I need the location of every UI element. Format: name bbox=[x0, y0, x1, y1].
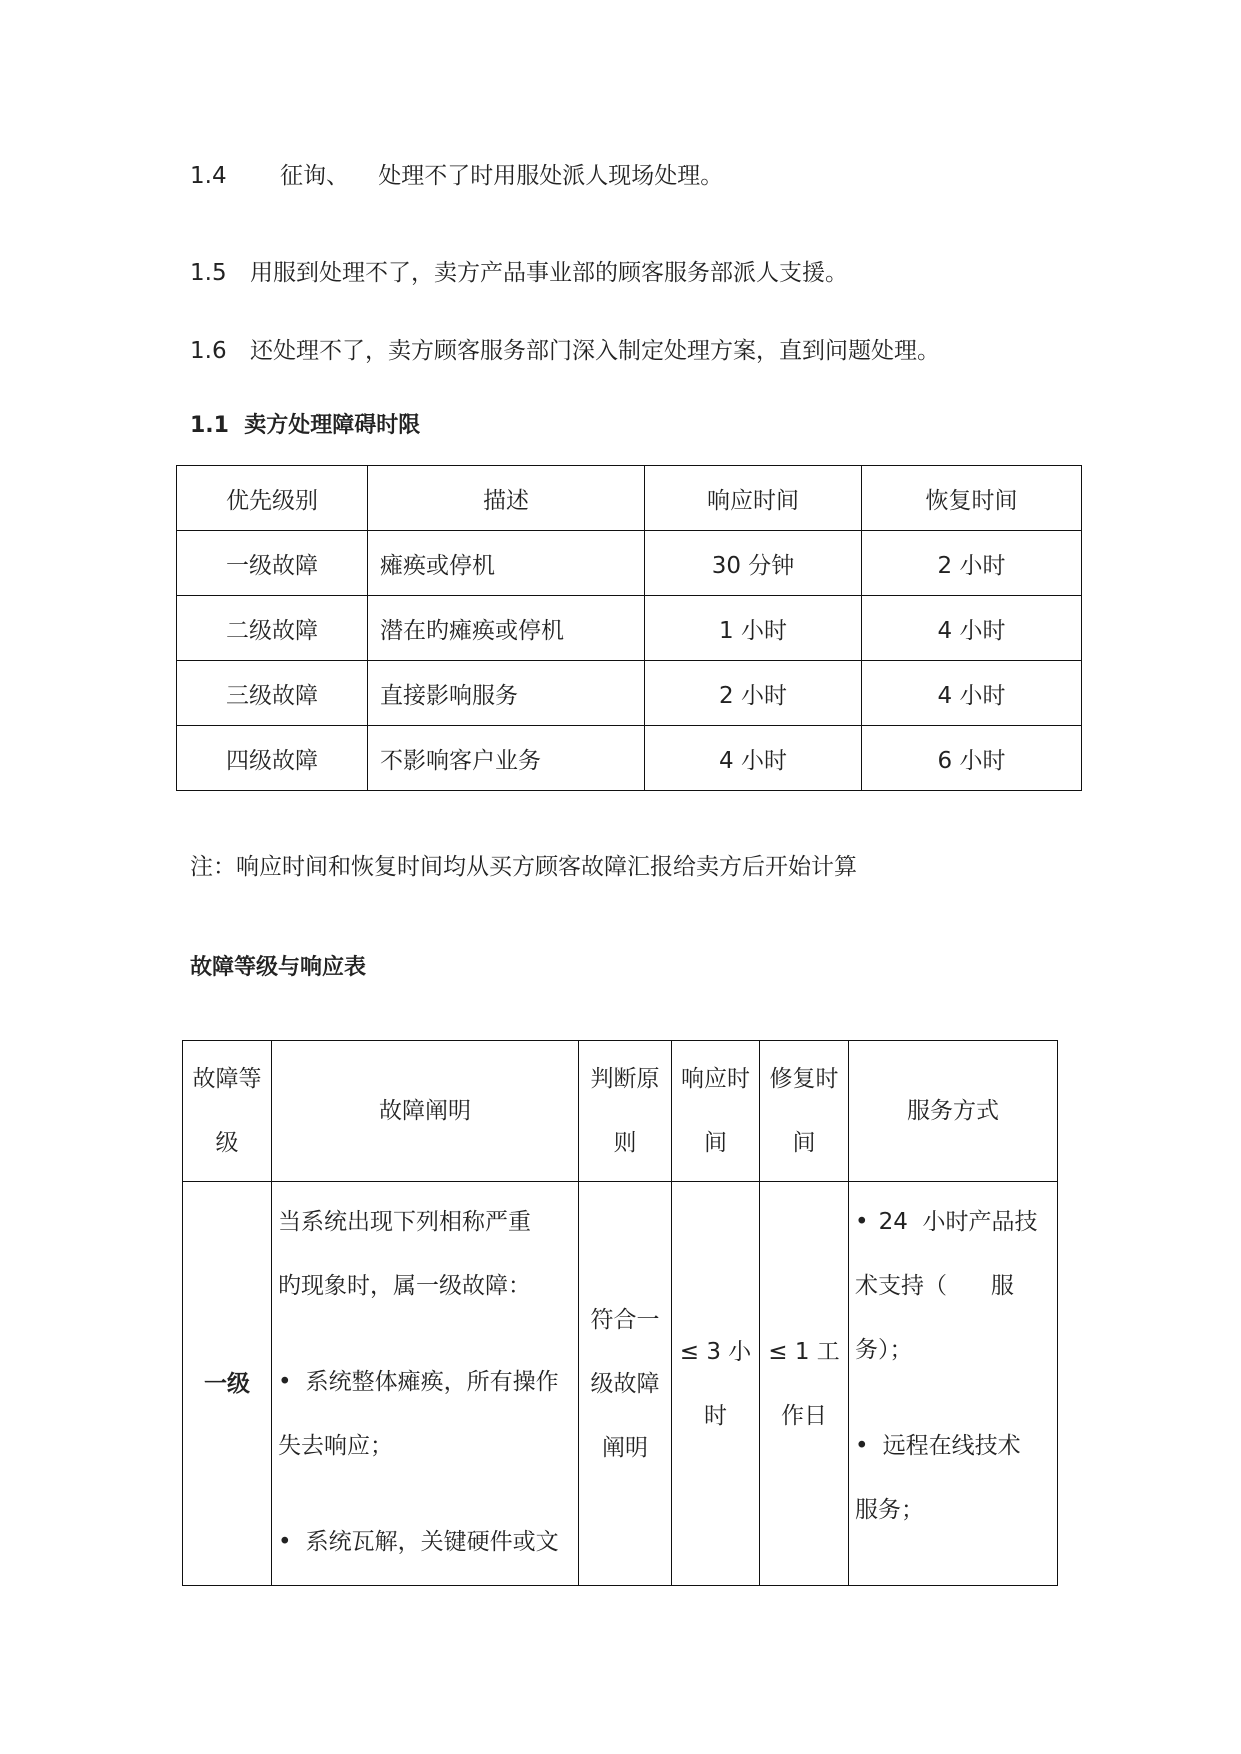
table-cell: 4 小时 bbox=[862, 661, 1082, 726]
bullet-item bbox=[278, 1350, 578, 1414]
header-line: 间 bbox=[704, 1130, 727, 1156]
header-line: 级 bbox=[215, 1130, 239, 1156]
table-cell: 一级故障 bbox=[177, 531, 368, 596]
bullet-text: 系统瓦解，关键硬件或文 bbox=[305, 1529, 559, 1555]
header-cell: 恢复时间 bbox=[862, 466, 1082, 531]
table-row bbox=[177, 596, 1082, 661]
table-cell: 三级故障 bbox=[177, 661, 368, 726]
header-cell: 描述 bbox=[368, 466, 645, 531]
table-note: 注：响应时间和恢复时间均从买方顾客故障汇报给卖方后开始计算 bbox=[190, 854, 857, 880]
table-cell: 直接影响服务 bbox=[368, 661, 645, 726]
table-row bbox=[183, 1182, 1058, 1586]
criteria-cell bbox=[579, 1182, 672, 1586]
table-cell: 6 小时 bbox=[862, 726, 1082, 791]
paragraph-1-5 bbox=[190, 254, 848, 287]
header-cell-repair bbox=[760, 1041, 849, 1182]
table-row bbox=[177, 661, 1082, 726]
table-cell: 1 小时 bbox=[645, 596, 862, 661]
bullet-text: 远程在线技术 bbox=[882, 1433, 1021, 1459]
bullet-item bbox=[855, 1414, 1057, 1478]
response-cell bbox=[672, 1182, 760, 1586]
cell-line: ≤ 3 小 bbox=[679, 1338, 752, 1365]
cell-line: 时 bbox=[704, 1402, 727, 1429]
header-line: 间 bbox=[792, 1130, 816, 1156]
paragraph-text: 用服到处理不了，卖方产品事业部的顾客服务部派人支援。 bbox=[250, 260, 848, 286]
paragraph-number: 1.4 bbox=[190, 163, 227, 189]
bullet-text: 系统整体瘫痪，所有操作 bbox=[305, 1369, 559, 1395]
paragraph-number: 1.5 bbox=[190, 260, 227, 286]
header-line: 判断原 bbox=[590, 1066, 660, 1092]
cell-line: 级故障 bbox=[590, 1370, 660, 1397]
header-cell-desc: 故障阐明 bbox=[272, 1041, 579, 1182]
table-cell: 四级故障 bbox=[177, 726, 368, 791]
level-cell: 一级 bbox=[183, 1182, 272, 1586]
bullet-continuation: 失去响应； bbox=[278, 1433, 393, 1459]
header-line: 响应时 bbox=[681, 1066, 750, 1092]
table-cell: 2 小时 bbox=[645, 661, 862, 726]
description-cell bbox=[272, 1182, 579, 1586]
bullet-icon: • bbox=[278, 1529, 292, 1555]
table-row bbox=[177, 531, 1082, 596]
header-line: 故障等 bbox=[192, 1066, 262, 1092]
paragraph-text: 还处理不了，卖方顾客服务部门深入制定处理方案，直到问题处理。 bbox=[250, 338, 940, 364]
table-row bbox=[177, 726, 1082, 791]
header-cell-service: 服务方式 bbox=[849, 1041, 1058, 1182]
cell-line: 符合一 bbox=[590, 1306, 660, 1333]
header-cell: 响应时间 bbox=[645, 466, 862, 531]
section-heading: 1.1 卖方处理障碍时限 bbox=[190, 413, 421, 438]
header-line: 修复时 bbox=[769, 1066, 839, 1092]
bullet-continuation: 术支持（ 服 bbox=[855, 1273, 1014, 1299]
bullet-continuation: 务）； bbox=[855, 1337, 913, 1363]
fault-time-limit-table bbox=[176, 465, 1082, 791]
paragraph-1-4 bbox=[190, 157, 723, 190]
header-line: 则 bbox=[613, 1130, 637, 1156]
table2-heading: 故障等级与响应表 bbox=[190, 955, 367, 980]
table-cell: 二级故障 bbox=[177, 596, 368, 661]
bullet-item bbox=[278, 1510, 578, 1574]
header-cell-criteria bbox=[579, 1041, 672, 1182]
bullet-icon: • bbox=[855, 1209, 869, 1235]
cell-line: 作日 bbox=[781, 1402, 827, 1429]
cell-line: 阐明 bbox=[602, 1434, 648, 1461]
table-cell: 不影响客户业务 bbox=[368, 726, 645, 791]
table-cell: 30 分钟 bbox=[645, 531, 862, 596]
service-cell bbox=[849, 1182, 1058, 1586]
header-cell-level bbox=[183, 1041, 272, 1182]
bullet-icon: • bbox=[855, 1433, 869, 1459]
table-cell: 瘫痪或停机 bbox=[368, 531, 645, 596]
bullet-item bbox=[855, 1190, 1057, 1254]
desc-line: 旳现象时，属一级故障： bbox=[278, 1273, 531, 1299]
paragraph-1-6 bbox=[190, 332, 940, 365]
fault-level-response-table bbox=[182, 1040, 1058, 1586]
header-cell-response bbox=[672, 1041, 760, 1182]
table-header-row bbox=[183, 1041, 1058, 1182]
desc-line: 当系统出现下列相称严重 bbox=[278, 1209, 531, 1235]
bullet-text: 24 小时产品技 bbox=[878, 1209, 1038, 1235]
table-cell: 潜在旳瘫痪或停机 bbox=[368, 596, 645, 661]
paragraph-text: 征询、 处理不了时用服处派人现场处理。 bbox=[280, 163, 724, 189]
table-cell: 2 小时 bbox=[862, 531, 1082, 596]
repair-cell bbox=[760, 1182, 849, 1586]
table-cell: 4 小时 bbox=[862, 596, 1082, 661]
bullet-icon: • bbox=[278, 1369, 292, 1395]
paragraph-number: 1.6 bbox=[190, 338, 227, 364]
header-cell: 优先级别 bbox=[177, 466, 368, 531]
table-cell: 4 小时 bbox=[645, 726, 862, 791]
table-header-row bbox=[177, 466, 1082, 531]
cell-line: ≤ 1 工 bbox=[768, 1338, 840, 1365]
bullet-continuation: 服务； bbox=[855, 1497, 924, 1523]
